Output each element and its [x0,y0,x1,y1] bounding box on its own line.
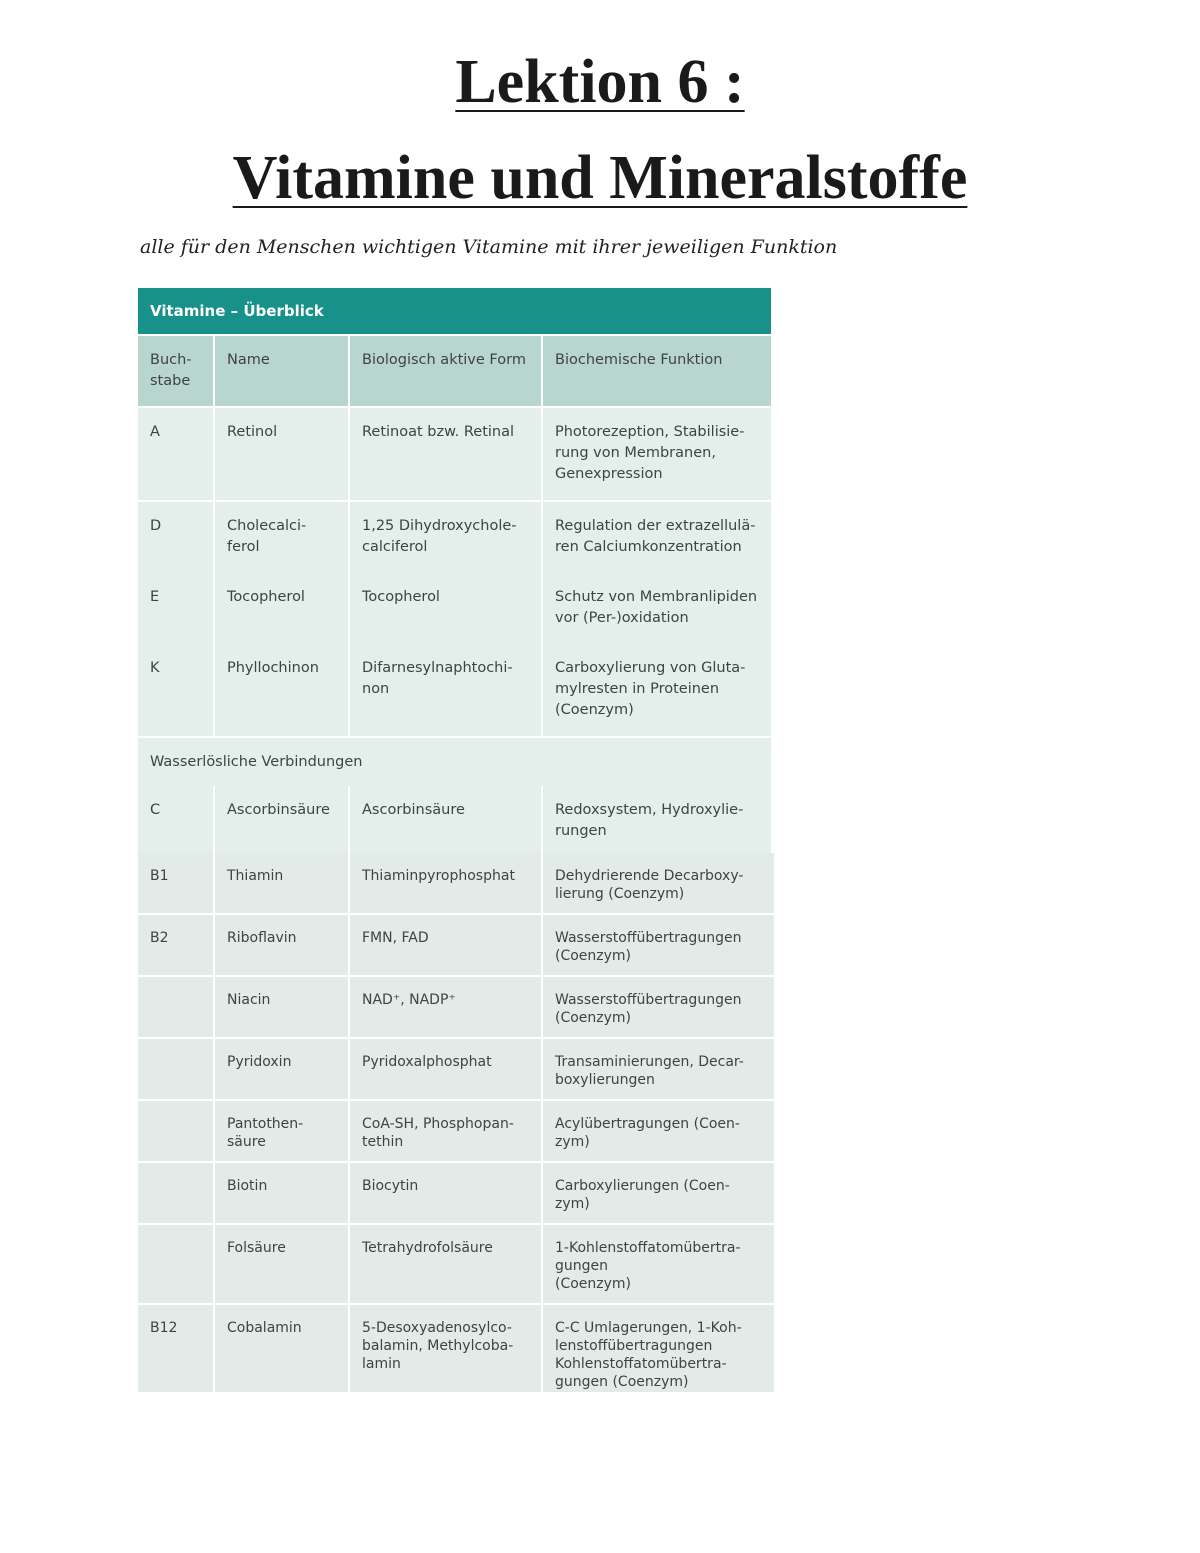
vitamin-form: CoA-SH, Phosphopan- tethin [348,1101,541,1161]
vitamin-form: Thiaminpyrophosphat [348,853,541,913]
vitamin-name: Pantothen- säure [213,1101,348,1161]
vitamin-form: Pyridoxalphosphat [348,1039,541,1099]
vitamin-name: Pyridoxin [213,1039,348,1099]
table-row [138,913,774,975]
name-column [213,502,348,736]
vitamin-function: Photorezeption, Stabilisie- rung von Membranen, Genexpression [541,408,771,500]
vitamin-function: C-C Umlagerungen, 1-Koh- lenstoffübertragungen Kohlenstoffatomübertra- gungen (Coenzym) [541,1305,774,1392]
vitamin-letter [138,1039,213,1099]
vitamin-name: Retinol [213,408,348,500]
table-row [138,853,774,913]
vitamin-name: Biotin [213,1163,348,1223]
vitamin-letter: D [150,518,162,534]
letter-column [138,502,213,736]
vitamin-function: Carboxylierung von Gluta- mylresten in Proteinen (Coenzym) [555,660,746,718]
vitamin-name: Phyllochinon [227,660,319,676]
header-form: Biologisch aktive Form [348,336,541,406]
topic-title: Vitamine und Mineralstoffe [232,144,968,212]
vitamin-letter: K [150,660,160,676]
table-row [138,1161,774,1223]
header-function: Biochemische Funktion [541,336,771,406]
vitamin-form: Tetrahydrofolsäure [348,1225,541,1303]
vitamin-letter [138,1101,213,1161]
vitamin-function: Transaminierungen, Decar- boxylierungen [541,1039,774,1099]
vitamin-form: Difarnesylnaphtochi- non [362,660,513,697]
table-banner: Vitamine – Überblick [138,288,771,334]
vitamin-table [138,288,771,856]
vitamin-letter: B2 [150,930,169,946]
vitamin-name: Thiamin [213,853,348,913]
header-name: Name [213,336,348,406]
table-row [138,1037,774,1099]
vitamin-letter [138,1163,213,1223]
vitamin-function: Carboxylierungen (Coen- zym) [541,1163,774,1223]
vitamin-form: Ascorbinsäure [348,786,541,856]
vitamin-name: Tocopherol [227,589,305,605]
form-column [348,502,541,736]
vitamin-function: Wasserstoffübertragungen (Coenzym) [541,915,774,975]
vitamin-letter: C [150,802,161,818]
vitamin-form: 1,25 Dihydroxychole- calciferol [362,518,517,555]
vitamin-letter [138,977,213,1037]
vitamin-name: Ascorbinsäure [213,786,348,856]
header-letter: Buch- stabe [150,352,192,389]
vitamin-letter: A [150,424,160,440]
vitamin-letter: B1 [150,868,169,884]
table-row [138,1223,774,1303]
table-row [138,1099,774,1161]
vitamin-function: 1-Kohlenstoffatomübertra- gungen (Coenzym) [541,1225,774,1303]
vitamin-function: Acylübertragungen (Coen- zym) [541,1101,774,1161]
vitamin-letter: E [150,589,160,605]
table-row [138,406,771,500]
table-row [138,975,774,1037]
vitamin-form: Retinoat bzw. Retinal [348,408,541,500]
vitamin-name: Folsäure [213,1225,348,1303]
vitamin-form: NAD⁺, NADP⁺ [348,977,541,1037]
vitamin-function: Redoxsystem, Hydroxylie- rungen [541,786,771,856]
vitamin-function: Regulation der extrazellulä- ren Calciumkonzentration [555,518,756,555]
vitamin-name: Cholecalci- ferol [227,518,307,555]
vitamin-name: Riboflavin [213,915,348,975]
lesson-title: Lektion 6 : [455,48,745,116]
vitamin-letter [138,1225,213,1303]
vitamin-form: Tocopherol [362,589,440,605]
vitamin-form: Biocytin [348,1163,541,1223]
vitamin-name: Cobalamin [213,1305,348,1392]
vitamin-function: Dehydrierende Decarboxy- lierung (Coenzym) [541,853,774,913]
subtitle: alle für den Menschen wichtigen Vitamine mit ihrer jeweiligen Funktion [140,236,838,258]
vitamin-function: Schutz von Membranlipiden vor (Per-)oxidation [555,589,758,626]
vitamin-name: Niacin [213,977,348,1037]
table-row-group [138,500,771,736]
vitamin-letter: B12 [150,1320,178,1336]
vitamin-b-table [138,853,774,1392]
vitamin-form: FMN, FAD [348,915,541,975]
table-row [138,1303,774,1392]
function-column [541,502,771,736]
vitamin-function: Wasserstoffübertragungen (Coenzym) [541,977,774,1037]
section-label: Wasserlösliche Verbindungen [138,736,771,786]
table-header-row [138,334,771,406]
table-row [138,786,771,856]
vitamin-form: 5-Desoxyadenosylco- balamin, Methylcoba- lamin [348,1305,541,1392]
